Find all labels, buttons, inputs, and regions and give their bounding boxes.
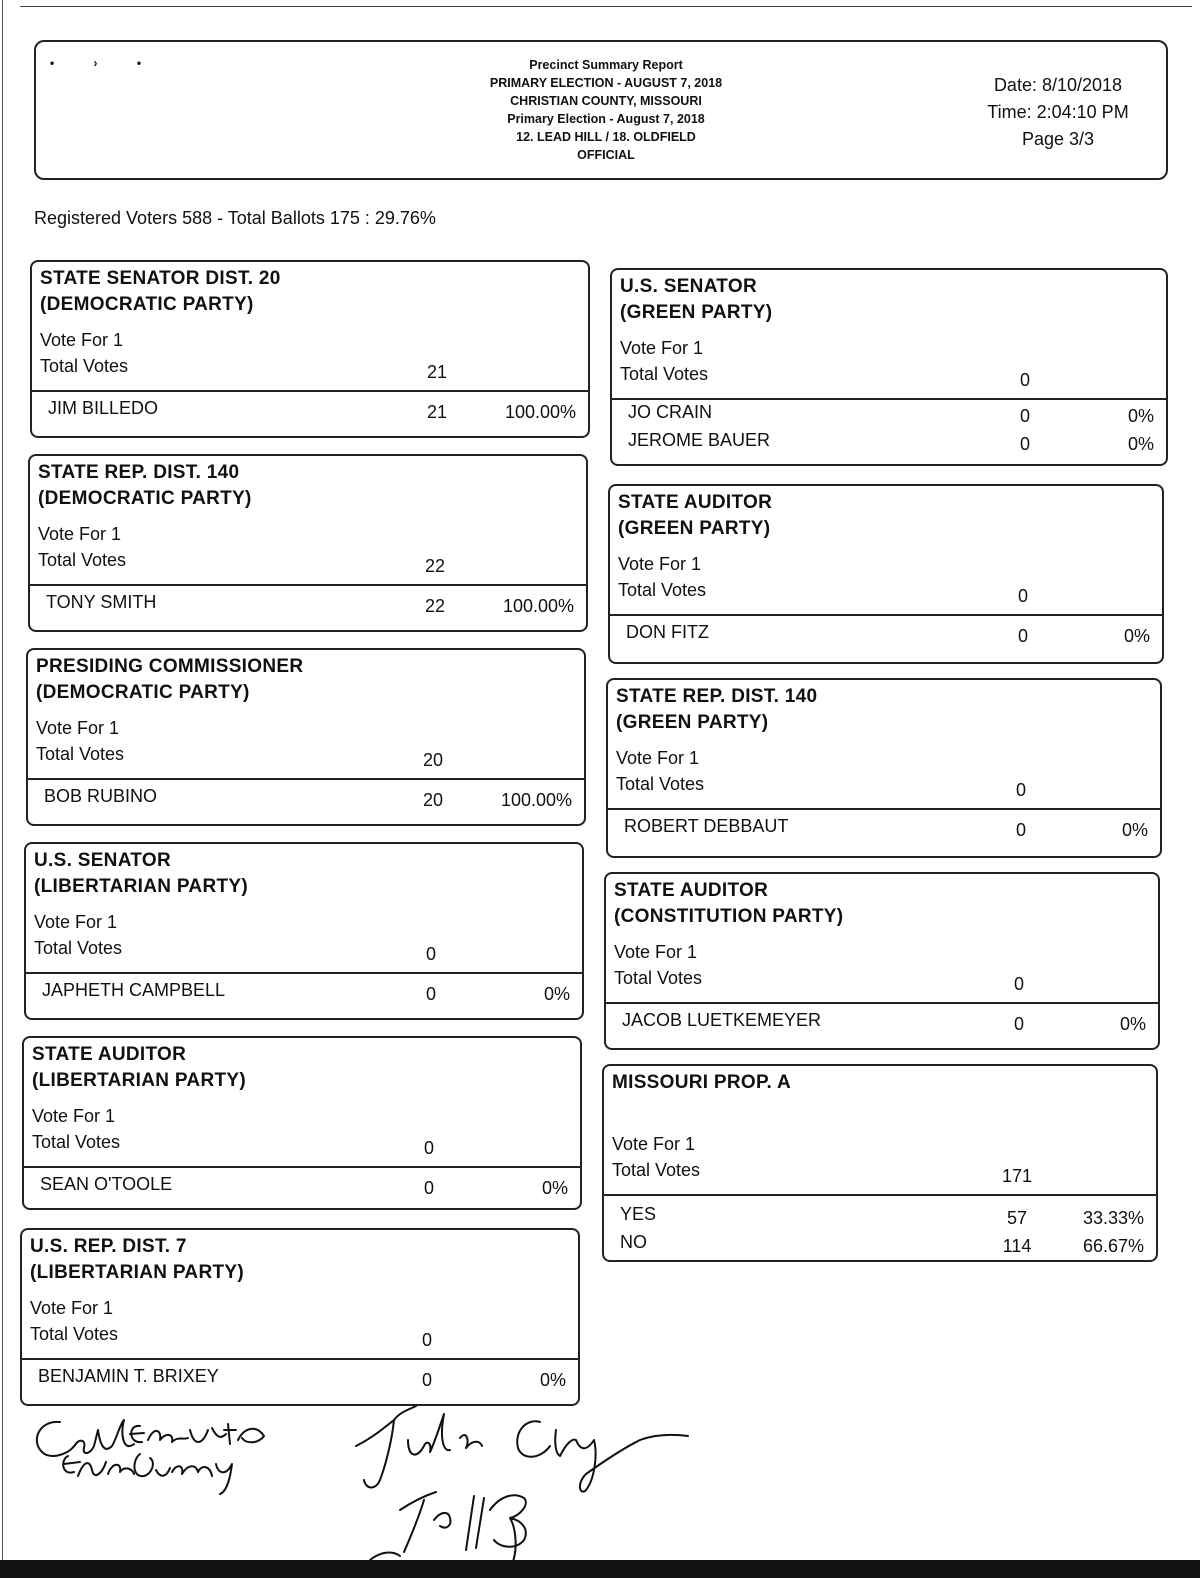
candidate-row bbox=[606, 1010, 1158, 1038]
total-votes-value: 0 bbox=[423, 1138, 434, 1158]
contest-box bbox=[24, 842, 584, 1020]
contest-box bbox=[606, 678, 1162, 858]
total-votes-label: Total Votes bbox=[36, 744, 125, 764]
candidate-row bbox=[610, 622, 1162, 650]
report-time: Time: 2:04:10 PM bbox=[987, 102, 1129, 122]
signature-stroke bbox=[63, 1454, 232, 1494]
signatures bbox=[20, 1400, 720, 1570]
contest-office: STATE SENATOR DIST. 20 bbox=[40, 268, 281, 289]
candidate-votes: 0 bbox=[423, 1178, 434, 1198]
candidate-votes: 0 bbox=[1019, 406, 1030, 426]
contest-title bbox=[620, 274, 772, 326]
vote-for-label: Vote For 1 bbox=[614, 942, 698, 962]
contest-title bbox=[30, 1234, 244, 1286]
candidate-row bbox=[32, 398, 588, 426]
candidate-percent: 66.67% bbox=[1082, 1236, 1144, 1256]
candidate-percent: 100.00% bbox=[500, 790, 572, 810]
total-votes-label: Total Votes bbox=[40, 356, 129, 376]
total-votes-value: 21 bbox=[426, 362, 448, 382]
candidate-name: ROBERT DEBBAUT bbox=[624, 816, 789, 836]
contest-office: STATE AUDITOR bbox=[32, 1044, 187, 1065]
contest-party: (DEMOCRATIC PARTY) bbox=[38, 488, 252, 509]
candidate-name: TONY SMITH bbox=[46, 592, 157, 612]
registered-voters-summary: Registered Voters 588 - Total Ballots 175 : 29.76% bbox=[34, 208, 436, 228]
report-title-block bbox=[336, 56, 876, 164]
total-votes-value: 171 bbox=[1001, 1166, 1033, 1186]
contest-party: (GREEN PARTY) bbox=[616, 712, 769, 733]
contest-party: (LIBERTARIAN PARTY) bbox=[32, 1070, 246, 1091]
report-meta bbox=[958, 72, 1158, 153]
vote-for-label: Vote For 1 bbox=[612, 1134, 696, 1154]
candidate-row bbox=[604, 1204, 1156, 1232]
total-votes-value: 0 bbox=[1013, 974, 1024, 994]
candidate-row bbox=[612, 430, 1166, 458]
candidate-row bbox=[28, 786, 584, 814]
candidate-votes: 0 bbox=[1017, 626, 1028, 646]
candidate-percent: 0% bbox=[1127, 406, 1154, 426]
candidate-percent: 0% bbox=[543, 984, 570, 1004]
vote-for-label: Vote For 1 bbox=[38, 524, 122, 544]
candidate-row bbox=[604, 1232, 1156, 1260]
contest-title bbox=[40, 266, 281, 318]
vote-for-label: Vote For 1 bbox=[32, 1106, 116, 1126]
contest-party: (GREEN PARTY) bbox=[618, 518, 771, 539]
candidate-row bbox=[612, 402, 1166, 430]
vote-for-label: Vote For 1 bbox=[40, 330, 124, 350]
contest-title bbox=[614, 878, 843, 930]
contest-party: (DEMOCRATIC PARTY) bbox=[40, 294, 254, 315]
contest-box bbox=[602, 1064, 1158, 1262]
signature-dot bbox=[409, 1563, 412, 1566]
vote-for-label: Vote For 1 bbox=[34, 912, 118, 932]
candidate-votes: 20 bbox=[422, 790, 444, 810]
total-votes-value: 0 bbox=[425, 944, 436, 964]
total-votes-label: Total Votes bbox=[620, 364, 709, 384]
election-subtitle: Primary Election - August 7, 2018 bbox=[507, 112, 705, 126]
contest-office: STATE AUDITOR bbox=[614, 880, 769, 901]
candidate-votes: 0 bbox=[421, 1370, 432, 1390]
election-name: PRIMARY ELECTION - AUGUST 7, 2018 bbox=[489, 76, 723, 90]
candidate-name: JAPHETH CAMPBELL bbox=[42, 980, 226, 1000]
candidate-percent: 0% bbox=[1123, 626, 1150, 646]
candidate-row bbox=[22, 1366, 578, 1394]
vote-for-label: Vote For 1 bbox=[36, 718, 120, 738]
candidate-percent: 33.33% bbox=[1082, 1208, 1144, 1228]
candidate-name: JEROME BAUER bbox=[628, 430, 771, 450]
contest-box bbox=[26, 648, 586, 826]
candidate-percent: 0% bbox=[1121, 820, 1148, 840]
candidate-name: NO bbox=[620, 1232, 647, 1252]
total-votes-label: Total Votes bbox=[32, 1132, 121, 1152]
contest-office: MISSOURI PROP. A bbox=[612, 1072, 792, 1093]
candidate-name: BENJAMIN T. BRIXEY bbox=[38, 1366, 219, 1386]
contest-title bbox=[618, 490, 772, 542]
contest-separator bbox=[602, 1194, 1158, 1196]
contest-box bbox=[608, 484, 1164, 664]
report-date: Date: 8/10/2018 bbox=[993, 75, 1123, 95]
contest-separator bbox=[26, 778, 586, 780]
candidate-row bbox=[608, 816, 1160, 844]
signature-stroke bbox=[356, 1406, 688, 1492]
contest-party: (DEMOCRATIC PARTY) bbox=[36, 682, 250, 703]
contest-box bbox=[28, 454, 588, 632]
contest-separator bbox=[24, 972, 584, 974]
candidate-votes: 0 bbox=[1015, 820, 1026, 840]
total-votes-value: 0 bbox=[1019, 370, 1030, 390]
contest-title bbox=[38, 460, 252, 512]
vote-for-label: Vote For 1 bbox=[620, 338, 704, 358]
report-title: Precinct Summary Report bbox=[529, 58, 683, 72]
scan-specks: • › • bbox=[50, 56, 160, 70]
candidate-name: SEAN O'TOOLE bbox=[40, 1174, 173, 1194]
contest-title bbox=[616, 684, 817, 736]
contest-separator bbox=[606, 808, 1162, 810]
candidate-percent: 0% bbox=[539, 1370, 566, 1390]
contest-box bbox=[610, 268, 1168, 466]
candidate-votes: 0 bbox=[1019, 434, 1030, 454]
candidate-votes: 21 bbox=[426, 402, 448, 422]
contest-separator bbox=[20, 1358, 580, 1360]
total-votes-label: Total Votes bbox=[38, 550, 127, 570]
total-votes-label: Total Votes bbox=[30, 1324, 119, 1344]
total-votes-value: 0 bbox=[421, 1330, 432, 1350]
total-votes-value: 20 bbox=[422, 750, 444, 770]
candidate-name: DON FITZ bbox=[626, 622, 709, 642]
candidate-votes: 0 bbox=[1013, 1014, 1024, 1034]
candidate-row bbox=[26, 980, 582, 1008]
contest-office: U.S. SENATOR bbox=[620, 276, 757, 297]
contest-box bbox=[30, 260, 590, 438]
vote-for-label: Vote For 1 bbox=[30, 1298, 114, 1318]
total-votes-label: Total Votes bbox=[612, 1160, 701, 1180]
contest-party: (CONSTITUTION PARTY) bbox=[614, 906, 844, 927]
candidate-name: JO CRAIN bbox=[628, 402, 713, 422]
vote-for-label: Vote For 1 bbox=[618, 554, 702, 574]
contest-box bbox=[604, 872, 1160, 1050]
candidate-votes: 114 bbox=[1002, 1236, 1032, 1256]
contest-separator bbox=[22, 1166, 582, 1168]
report-header bbox=[34, 40, 1168, 180]
total-votes-value: 22 bbox=[424, 556, 446, 576]
candidate-row bbox=[24, 1174, 580, 1202]
total-votes-label: Total Votes bbox=[614, 968, 703, 988]
contest-party: (LIBERTARIAN PARTY) bbox=[30, 1262, 244, 1283]
contest-title bbox=[34, 848, 248, 900]
county-name: CHRISTIAN COUNTY, MISSOURI bbox=[510, 94, 702, 108]
contest-title bbox=[32, 1042, 246, 1094]
total-votes-label: Total Votes bbox=[618, 580, 707, 600]
signature-stroke bbox=[370, 1553, 400, 1560]
candidate-name: YES bbox=[620, 1204, 657, 1224]
total-votes-label: Total Votes bbox=[34, 938, 123, 958]
precinct-name: 12. LEAD HILL / 18. OLDFIELD bbox=[516, 130, 696, 144]
candidate-votes: 57 bbox=[1006, 1208, 1028, 1228]
contest-separator bbox=[30, 390, 590, 392]
contest-separator bbox=[604, 1002, 1160, 1004]
contest-title bbox=[36, 654, 303, 706]
candidate-votes: 0 bbox=[425, 984, 436, 1004]
contest-office: STATE REP. DIST. 140 bbox=[38, 462, 240, 483]
signature-stroke bbox=[400, 1492, 526, 1564]
candidate-name: JACOB LUETKEMEYER bbox=[622, 1010, 822, 1030]
contest-party: (LIBERTARIAN PARTY) bbox=[34, 876, 248, 897]
candidate-name: BOB RUBINO bbox=[44, 786, 158, 806]
total-votes-value: 0 bbox=[1017, 586, 1028, 606]
candidate-name: JIM BILLEDO bbox=[48, 398, 159, 418]
contest-office: STATE REP. DIST. 140 bbox=[616, 686, 818, 707]
total-votes-value: 0 bbox=[1015, 780, 1026, 800]
contest-office: PRESIDING COMMISSIONER bbox=[36, 656, 304, 677]
contest-office: U.S. SENATOR bbox=[34, 850, 171, 871]
contest-box bbox=[20, 1228, 580, 1406]
contest-party: (GREEN PARTY) bbox=[620, 302, 773, 323]
contest-title bbox=[612, 1070, 791, 1096]
contest-office: U.S. REP. DIST. 7 bbox=[30, 1236, 187, 1257]
candidate-votes: 22 bbox=[424, 596, 446, 616]
signature-dot bbox=[399, 1563, 402, 1566]
contest-box bbox=[22, 1036, 582, 1210]
contest-separator bbox=[608, 614, 1164, 616]
candidate-percent: 0% bbox=[541, 1178, 568, 1198]
vote-for-label: Vote For 1 bbox=[616, 748, 700, 768]
candidate-percent: 100.00% bbox=[504, 402, 576, 422]
candidate-percent: 0% bbox=[1119, 1014, 1146, 1034]
contest-separator bbox=[610, 398, 1168, 400]
contest-office: STATE AUDITOR bbox=[618, 492, 773, 513]
candidate-percent: 0% bbox=[1127, 434, 1154, 454]
candidate-row bbox=[30, 592, 586, 620]
total-votes-label: Total Votes bbox=[616, 774, 705, 794]
candidate-percent: 100.00% bbox=[502, 596, 574, 616]
signature-stroke bbox=[37, 1420, 264, 1456]
contest-separator bbox=[28, 584, 588, 586]
report-page: Page 3/3 bbox=[1021, 129, 1095, 149]
official-label: OFFICIAL bbox=[577, 148, 635, 162]
